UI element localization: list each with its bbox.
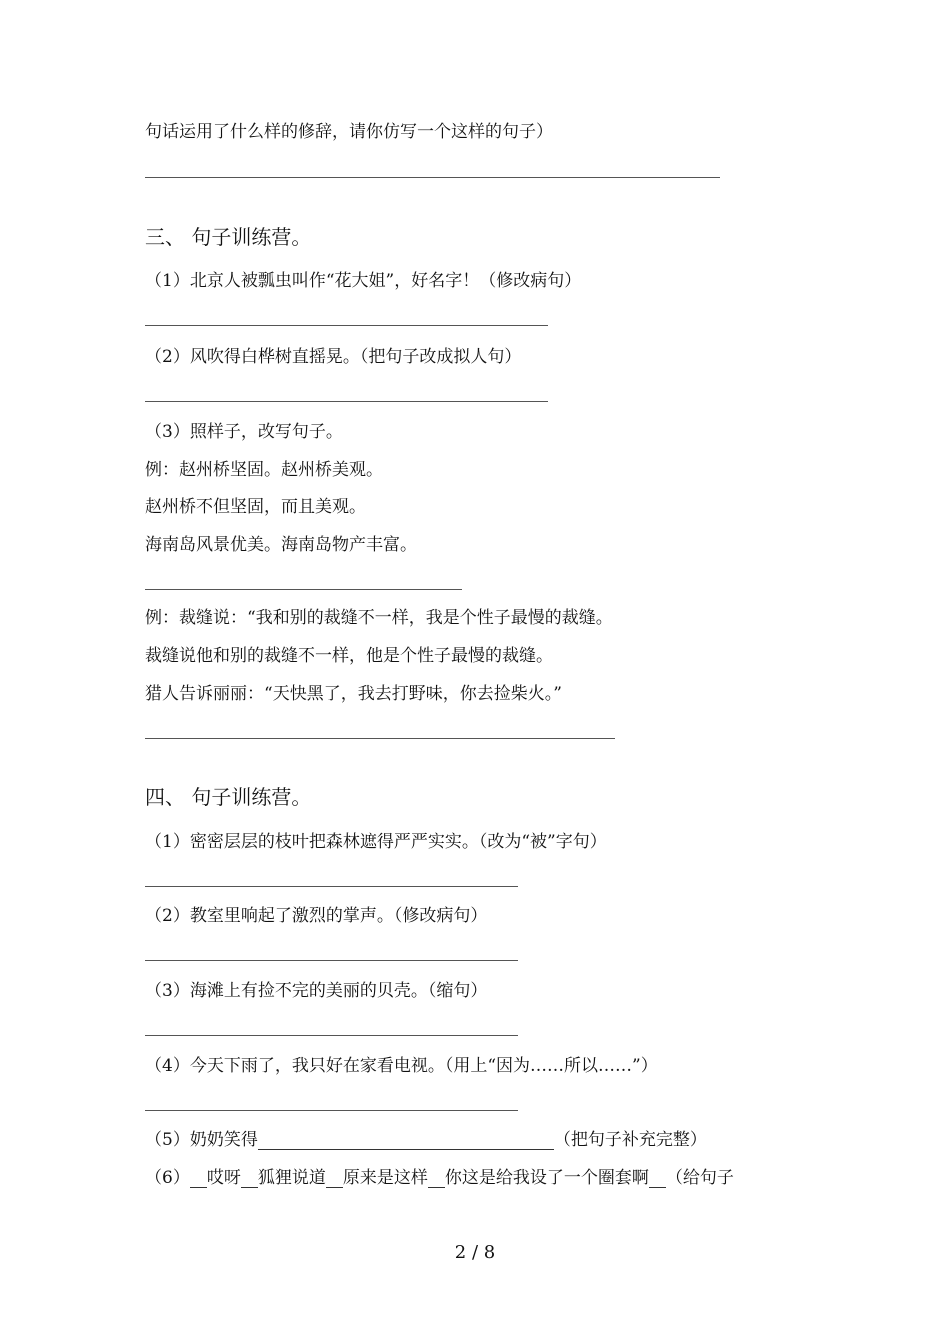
s3-example-1a: 例：赵州桥坚固。赵州桥美观。 [145, 460, 383, 480]
s3-question-2: （2）风吹得白桦树直摇晃。（把句子改成拟人句） [145, 347, 522, 367]
answer-line [145, 401, 548, 402]
punctuation-blank[interactable] [649, 1169, 666, 1188]
answer-line [145, 1110, 518, 1111]
section-3-title: 三、 句子训练营。 [145, 225, 312, 249]
s3-example-1b: 赵州桥不但坚固，而且美观。 [145, 497, 366, 517]
s4-question-2: （2）教室里响起了激烈的掌声。（修改病句） [145, 906, 488, 926]
answer-line [145, 886, 518, 887]
s4-question-3: （3）海滩上有捡不完的美丽的贝壳。（缩句） [145, 981, 488, 1001]
s4-question-1: （1）密密层层的枝叶把森林遮得严严实实。（改为“被”字句） [145, 832, 607, 852]
s3-question-3: （3）照样子，改写句子。 [145, 422, 343, 442]
page-number: 2 / 8 [454, 1242, 496, 1263]
q5-suffix: （把句子补充完整） [553, 1130, 707, 1150]
punctuation-blank[interactable] [428, 1169, 445, 1188]
q5-prefix: （5）奶奶笑得 [145, 1130, 258, 1150]
answer-line [145, 738, 615, 739]
punctuation-blank[interactable] [190, 1169, 207, 1188]
s3-question-1: （1）北京人被瓢虫叫作“花大姐”，好名字！（修改病句） [145, 271, 582, 291]
punctuation-blank[interactable] [326, 1169, 343, 1188]
q6-number: （6） [145, 1168, 190, 1188]
q6-part: 狐狸说道 [257, 1168, 326, 1188]
s3-example-2a: 例：裁缝说：“我和别的裁缝不一样，我是个性子最慢的裁缝。 [145, 608, 613, 628]
answer-line [145, 325, 548, 326]
s4-question-6 [145, 1168, 734, 1188]
s3-task-1: 海南岛风景优美。海南岛物产丰富。 [145, 535, 417, 555]
answer-line [145, 960, 518, 961]
intro-text: 句话运用了什么样的修辞，请你仿写一个这样的句子） [145, 122, 553, 142]
q5-blank[interactable] [258, 1131, 554, 1150]
s3-example-2b: 裁缝说他和别的裁缝不一样，他是个性子最慢的裁缝。 [145, 646, 553, 666]
q6-part: 你这是给我设了一个圈套啊 [444, 1168, 649, 1188]
s4-question-5 [145, 1130, 707, 1150]
s3-task-2: 猎人告诉丽丽：“天快黑了，我去打野味，你去捡柴火。” [145, 684, 562, 704]
section-4-title: 四、 句子训练营。 [145, 785, 312, 809]
answer-line [145, 589, 462, 590]
answer-line [145, 1035, 518, 1036]
q6-instruction: （给句子 [665, 1168, 734, 1188]
q6-part: 哎呀 [206, 1168, 241, 1188]
q6-part: 原来是这样 [342, 1168, 428, 1188]
answer-line [145, 177, 720, 178]
punctuation-blank[interactable] [241, 1169, 258, 1188]
s4-question-4: （4）今天下雨了，我只好在家看电视。（用上“因为……所以……”） [145, 1056, 658, 1076]
